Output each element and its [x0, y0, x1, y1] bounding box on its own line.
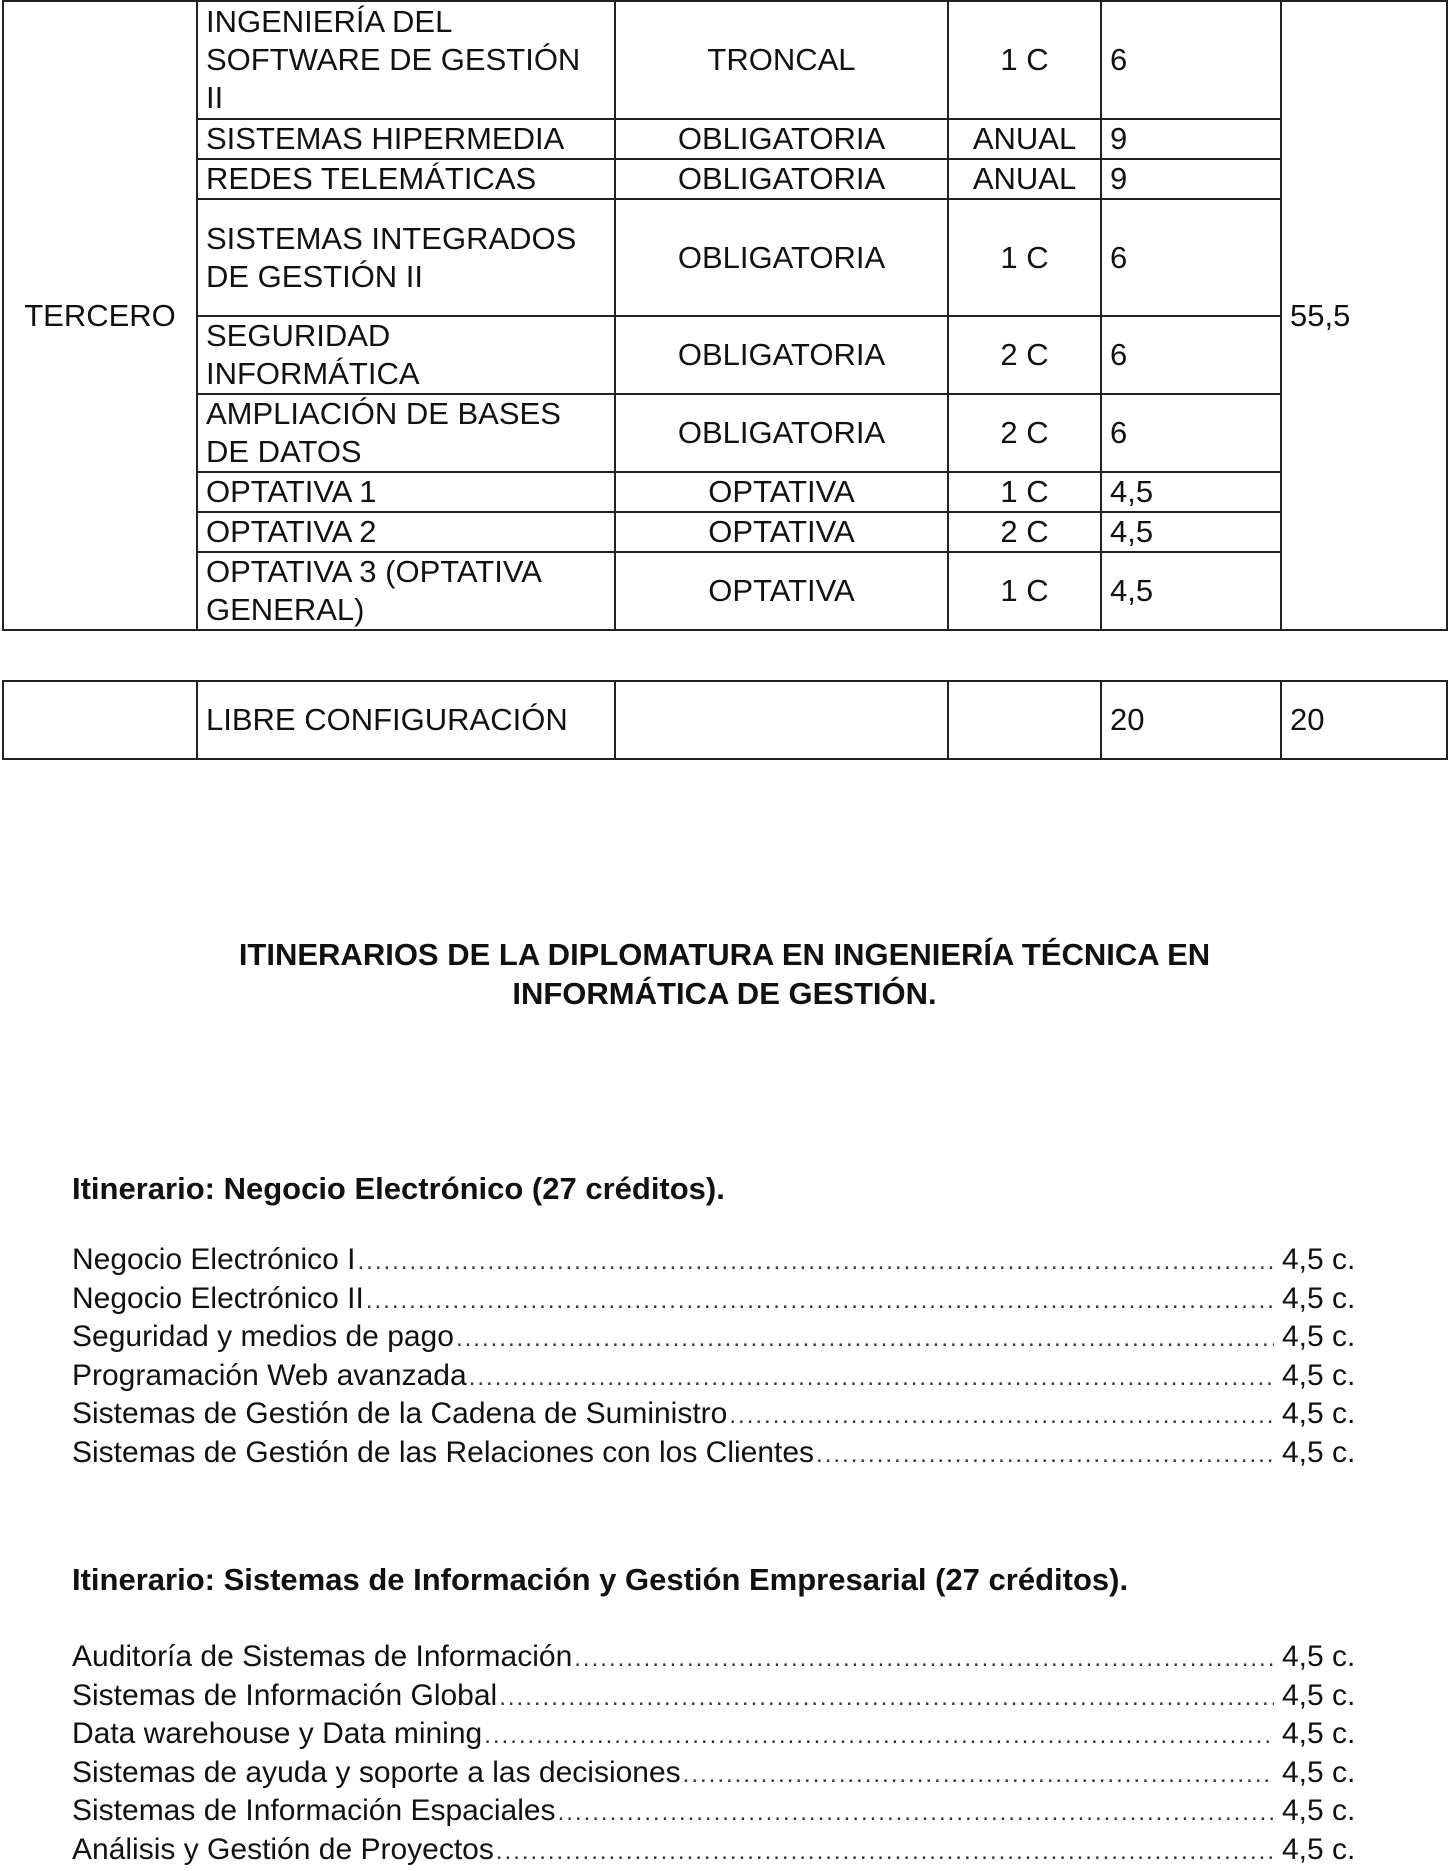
subject-cell: SEGURIDAD INFORMÁTICA — [197, 316, 615, 394]
year-total-cell: 55,5 — [1281, 1, 1447, 630]
course-credits: 4,5 c. — [1282, 1715, 1372, 1754]
course-credits: 4,5 c. — [1282, 1677, 1372, 1716]
table-row — [3, 681, 1447, 759]
course-credits: 4,5 c. — [1282, 1754, 1372, 1793]
type-cell: OBLIGATORIA — [615, 394, 948, 472]
course-name: Negocio Electrónico I — [72, 1241, 355, 1280]
list-item — [72, 1638, 1372, 1677]
credits-cell: 4,5 — [1101, 512, 1281, 552]
type-cell: TRONCAL — [615, 1, 948, 119]
type-cell: OBLIGATORIA — [615, 119, 948, 159]
dot-leader — [357, 1243, 1274, 1282]
title-line-2: INFORMÁTICA DE GESTIÓN. — [0, 974, 1449, 1013]
empty-cell — [948, 681, 1101, 759]
course-name: Seguridad y medios de pago — [72, 1318, 454, 1357]
type-cell: OBLIGATORIA — [615, 316, 948, 394]
period-cell: 1 C — [948, 1, 1101, 119]
table-row — [3, 119, 1447, 159]
dot-leader — [729, 1397, 1274, 1436]
type-cell: OPTATIVA — [615, 512, 948, 552]
dot-leader — [574, 1640, 1274, 1679]
dot-leader — [496, 1833, 1274, 1871]
list-item — [72, 1241, 1372, 1280]
course-credits: 4,5 c. — [1282, 1280, 1372, 1319]
course-name: Auditoría de Sistemas de Información — [72, 1638, 572, 1677]
subject-cell: SISTEMAS HIPERMEDIA — [197, 119, 615, 159]
course-name: Negocio Electrónico II — [72, 1280, 364, 1319]
course-credits: 4,5 c. — [1282, 1395, 1372, 1434]
credits-cell: 6 — [1101, 316, 1281, 394]
subject-cell: REDES TELEMÁTICAS — [197, 159, 615, 199]
type-cell: OBLIGATORIA — [615, 199, 948, 316]
list-item — [72, 1792, 1372, 1831]
period-cell: ANUAL — [948, 119, 1101, 159]
course-credits: 4,5 c. — [1282, 1357, 1372, 1396]
subject-cell: OPTATIVA 2 — [197, 512, 615, 552]
type-cell: OBLIGATORIA — [615, 159, 948, 199]
title-line-1: ITINERARIOS DE LA DIPLOMATURA EN INGENIERÍA TÉCNICA EN — [0, 935, 1449, 974]
course-year-cell: TERCERO — [3, 1, 197, 630]
table-row — [3, 394, 1447, 472]
list-item — [72, 1754, 1372, 1793]
course-name: Análisis y Gestión de Proyectos — [72, 1831, 494, 1870]
course-credits: 4,5 c. — [1282, 1434, 1372, 1473]
type-cell: OPTATIVA — [615, 552, 948, 630]
dot-leader — [816, 1436, 1274, 1475]
table-row — [3, 159, 1447, 199]
list-item — [72, 1715, 1372, 1754]
credits-cell: 6 — [1101, 394, 1281, 472]
itinerary-course-list — [72, 1638, 1372, 1869]
table-row — [3, 552, 1447, 630]
dot-leader — [558, 1794, 1274, 1833]
list-item — [72, 1318, 1372, 1357]
list-item — [72, 1434, 1372, 1473]
course-name: Sistemas de Gestión de las Relaciones con los Clientes — [72, 1434, 814, 1473]
subject-cell: SISTEMAS INTEGRADOS DE GESTIÓN II — [197, 199, 615, 316]
list-item — [72, 1357, 1372, 1396]
credits-cell: 9 — [1101, 119, 1281, 159]
empty-cell — [3, 681, 197, 759]
course-credits: 4,5 c. — [1282, 1792, 1372, 1831]
period-cell: 2 C — [948, 394, 1101, 472]
subject-cell: LIBRE CONFIGURACIÓN — [197, 681, 615, 759]
credits-cell: 9 — [1101, 159, 1281, 199]
period-cell: 1 C — [948, 199, 1101, 316]
empty-cell — [615, 681, 948, 759]
itinerary-heading: Itinerario: Negocio Electrónico (27 créditos). — [72, 1170, 725, 1208]
course-credits: 4,5 c. — [1282, 1241, 1372, 1280]
libre-configuracion-table — [2, 680, 1448, 760]
itinerary-heading: Itinerario: Sistemas de Información y Gestión Empresarial (27 créditos). — [72, 1561, 1128, 1599]
list-item — [72, 1677, 1372, 1716]
credits-cell: 4,5 — [1101, 552, 1281, 630]
list-item — [72, 1280, 1372, 1319]
curriculum-table — [2, 0, 1448, 631]
course-name: Sistemas de ayuda y soporte a las decisiones — [72, 1754, 681, 1793]
subject-cell: AMPLIACIÓN DE BASES DE DATOS — [197, 394, 615, 472]
subject-cell: INGENIERÍA DEL SOFTWARE DE GESTIÓN II — [197, 1, 615, 119]
list-item — [72, 1831, 1372, 1870]
credits-cell: 20 — [1101, 681, 1281, 759]
subject-cell: OPTATIVA 3 (OPTATIVA GENERAL) — [197, 552, 615, 630]
course-name: Sistemas de Información Espaciales — [72, 1792, 556, 1831]
credits-cell: 6 — [1101, 1, 1281, 119]
list-item — [72, 1395, 1372, 1434]
dot-leader — [499, 1679, 1274, 1718]
credits-cell: 4,5 — [1101, 472, 1281, 512]
dot-leader — [456, 1320, 1274, 1359]
dot-leader — [366, 1282, 1274, 1321]
itinerary-course-list — [72, 1241, 1372, 1472]
dot-leader — [469, 1359, 1274, 1398]
table-row — [3, 316, 1447, 394]
course-name: Sistemas de Información Global — [72, 1677, 497, 1716]
course-name: Data warehouse y Data mining — [72, 1715, 482, 1754]
course-credits: 4,5 c. — [1282, 1318, 1372, 1357]
course-name: Sistemas de Gestión de la Cadena de Suministro — [72, 1395, 727, 1434]
table-row — [3, 472, 1447, 512]
period-cell: ANUAL — [948, 159, 1101, 199]
table-row — [3, 512, 1447, 552]
table-row — [3, 1, 1447, 119]
type-cell: OPTATIVA — [615, 472, 948, 512]
course-name: Programación Web avanzada — [72, 1357, 467, 1396]
period-cell: 2 C — [948, 512, 1101, 552]
period-cell: 1 C — [948, 472, 1101, 512]
document-title — [0, 935, 1449, 1013]
period-cell: 2 C — [948, 316, 1101, 394]
dot-leader — [484, 1717, 1274, 1756]
credits-cell: 6 — [1101, 199, 1281, 316]
course-credits: 4,5 c. — [1282, 1638, 1372, 1677]
course-credits: 4,5 c. — [1282, 1831, 1372, 1870]
dot-leader — [683, 1756, 1274, 1795]
total-cell: 20 — [1281, 681, 1447, 759]
subject-cell: OPTATIVA 1 — [197, 472, 615, 512]
period-cell: 1 C — [948, 552, 1101, 630]
table-row — [3, 199, 1447, 316]
